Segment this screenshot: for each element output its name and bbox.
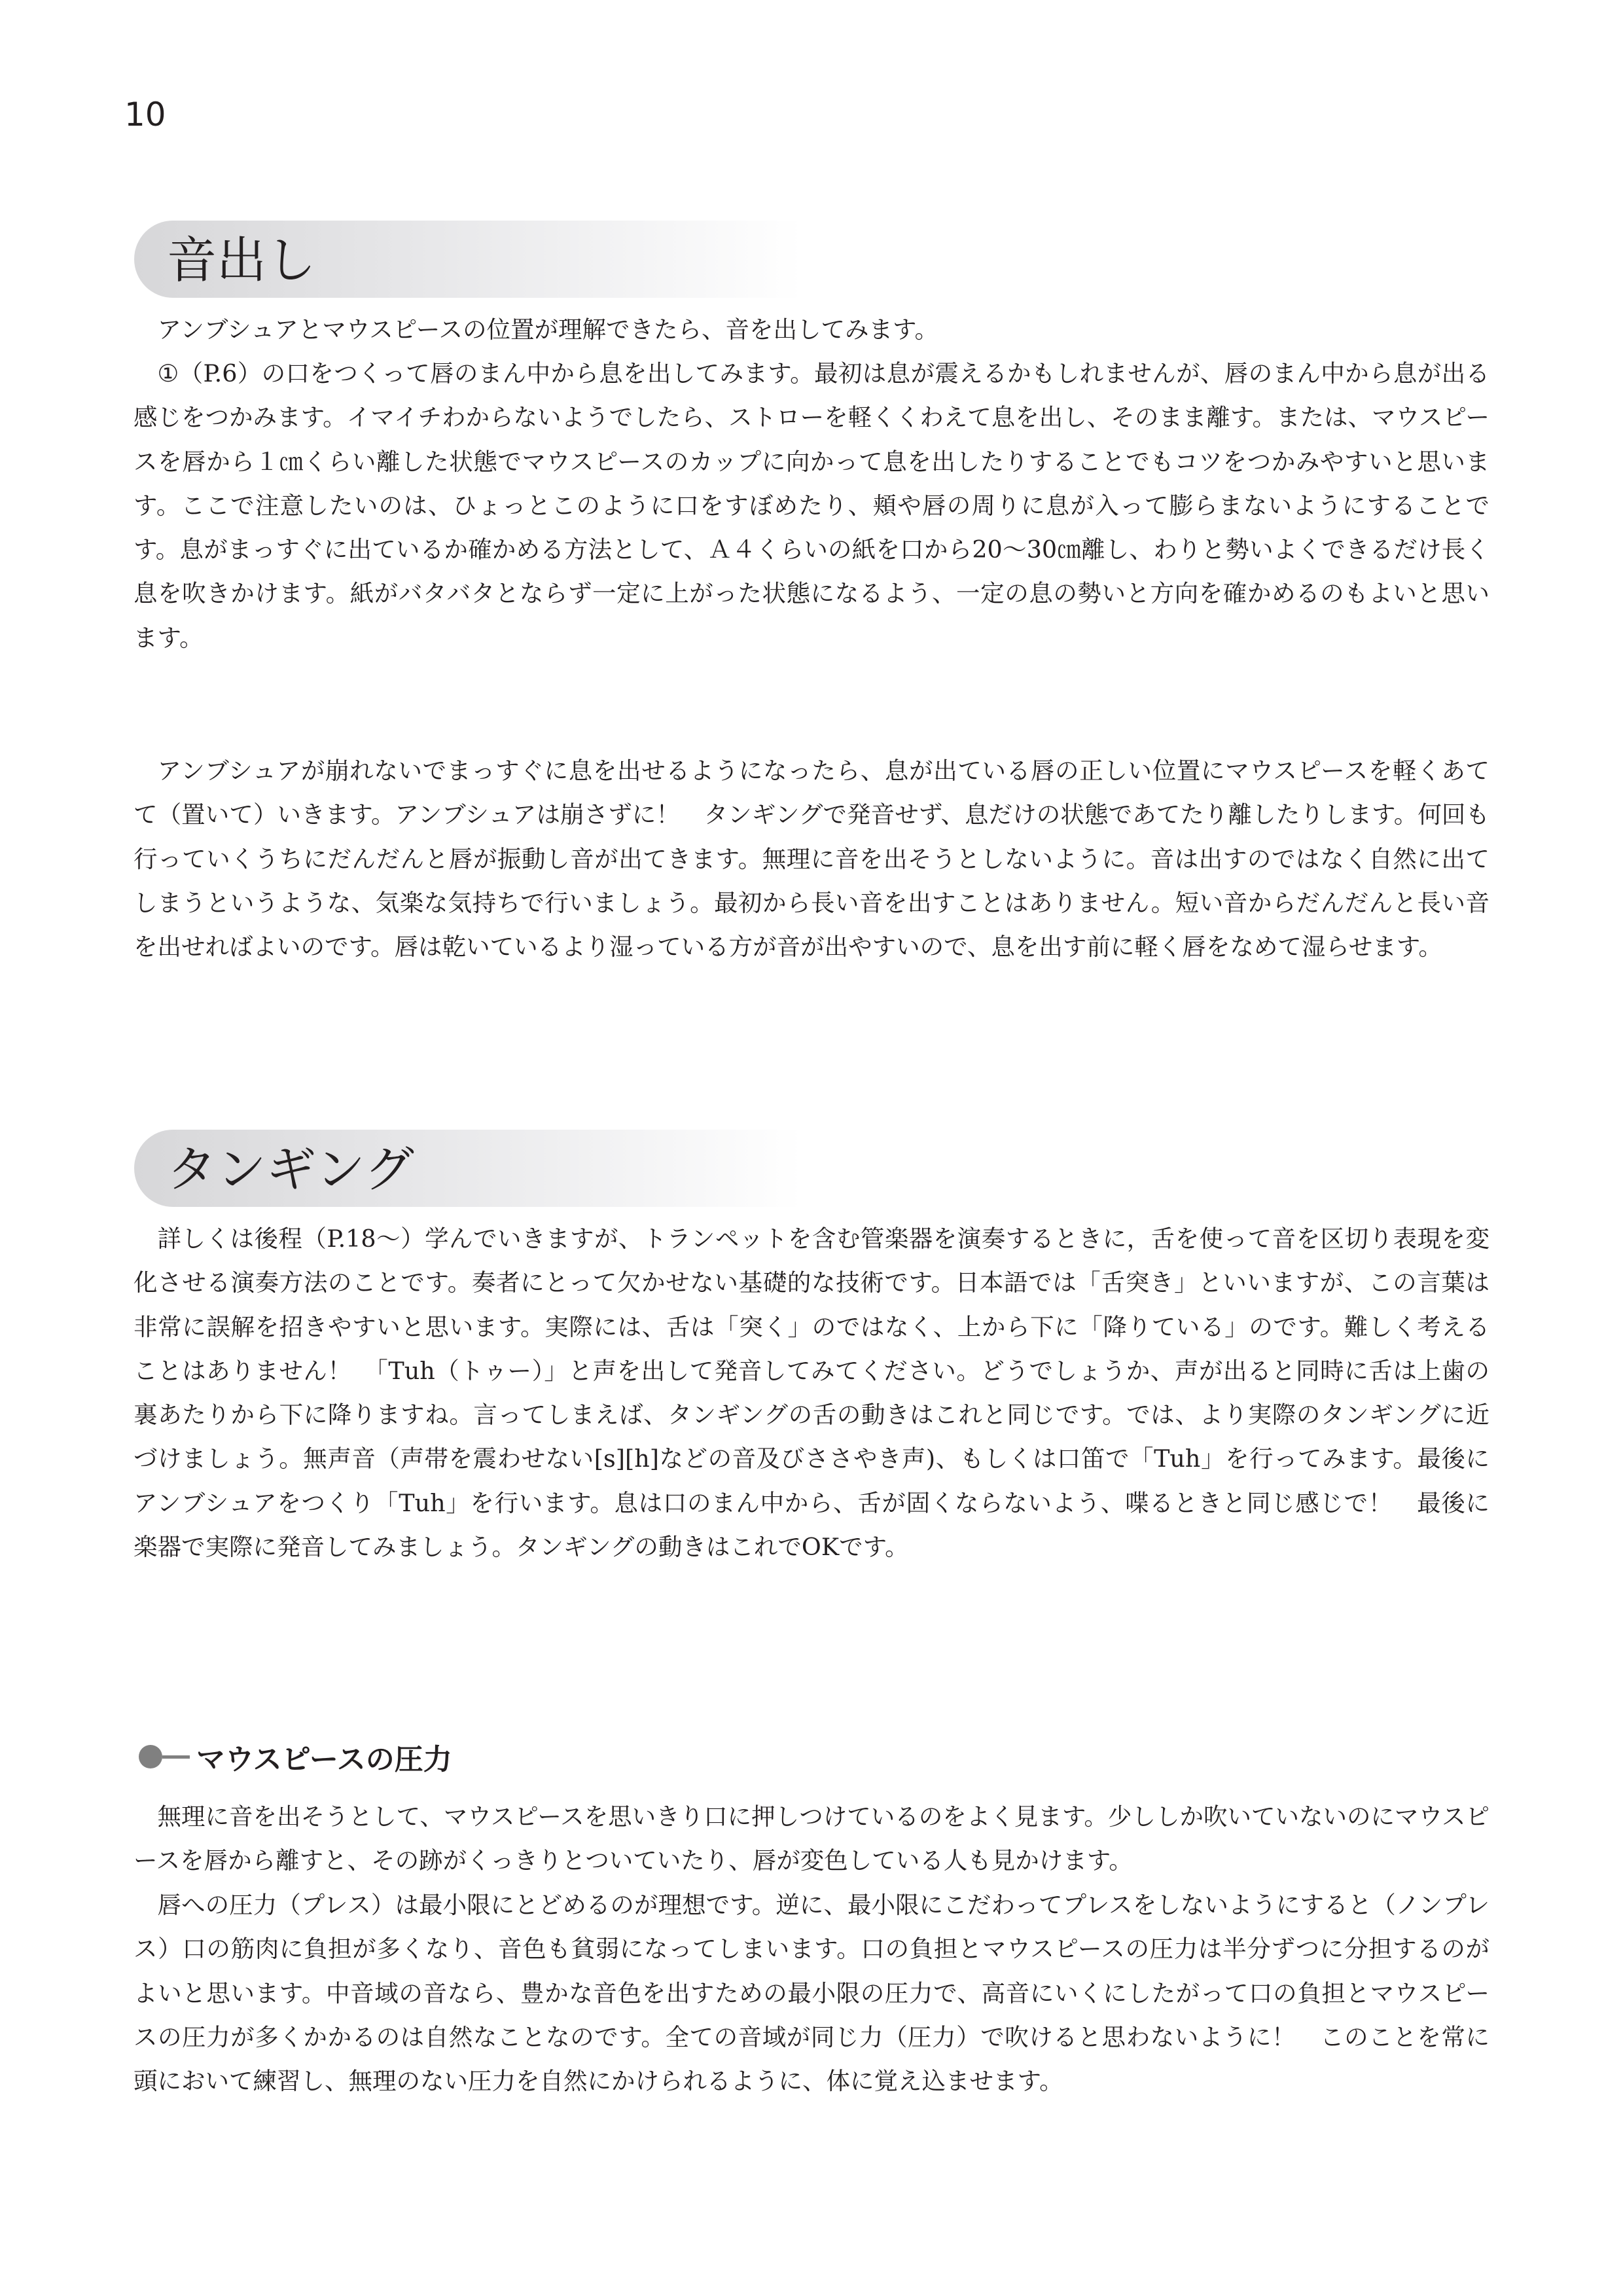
section-heading-otodashi: 音出し	[167, 231, 316, 289]
page-number: 10	[124, 96, 166, 134]
bullet-dot-icon	[139, 1745, 162, 1768]
paragraph-otodashi-breath: ①（P.6）の口をつくって唇のまん中から息を出してみます。最初は息が震えるかもしれませんが、唇のまん中から息が出る感じをつかみます。イマイチわからないようでしたら、ストローを軽くくわえて息を出し、そのまま離す。または、マウスピースを唇から１㎝くらい離した状態でマウスピースのカップに向かって息を出したりすることでもコツをつかみやすいと思います。ここで注意したいのは、ひょっとこのように口をすぼめたり、頬や唇の周りに息が入って膨らまないようにすることです。息がまっすぐに出ているか確かめる方法として、Ａ４くらいの紙を口から20～30㎝離し、わりと勢いよくできるだけ長く息を吹きかけます。紙がバタバタとならず一定に上がった状態になるよう、一定の息の勢いと方向を確かめるのもよいと思います。	[134, 359, 1489, 652]
paragraph-pressure-observation: 無理に音を出そうとして、マウスピースを思いきり口に押しつけているのをよく見ます。少ししか吹いていないのにマウスピースを唇から離すと、その跡がくっきりとついていたり、唇が変色している人も見かけます。	[134, 1803, 1489, 1875]
subheading-text: マウスピースの圧力	[196, 1743, 452, 1776]
paragraph-otodashi-mouthpiece: アンブシュアが崩れないでまっすぐに息を出せるようになったら、息が出ている唇の正しい位置にマウスピースを軽くあてて（置いて）いきます。アンブシュアは崩さずに！ タンギングで発音せず、息だけの状態であてたり離したりします。何回も行っていくうちにだんだんと唇が振動し音が出てきます。無理に音を出そうとしないように。音は出すのではなく自然に出てしまうというような、気楽な気持ちで行いましょう。最初から長い音を出すことはありません。短い音からだんだんと長い音を出せればよいのです。唇は乾いているより湿っている方が音が出やすいので、息を出す前に軽く唇をなめて湿らせます。	[134, 757, 1489, 961]
subheading-mouthpiece-pressure	[139, 1738, 452, 1775]
section-heading-tonguing: タンギング	[167, 1140, 414, 1198]
bullet-line-icon	[162, 1755, 190, 1759]
paragraph-otodashi-intro: アンブシュアとマウスピースの位置が理解できたら、音を出してみます。	[157, 315, 939, 344]
paragraph-tonguing: 詳しくは後程（P.18～）学んでいきますが、トランペットを含む管楽器を演奏するときに，舌を使って音を区切り表現を変化させる演奏方法のことです。奏者にとって欠かせない基礎的な技術です。日本語では「舌突き」といいますが、この言葉は非常に誤解を招きやすいと思います。実際には、舌は「突く」のではなく、上から下に「降りている」のです。難しく考えることはありません！ 「Tuh（トゥー）」と声を出して発音してみてください。どうでしょうか、声が出ると同時に舌は上歯の裏あたりから下に降りますね。言ってしまえば、タンギングの舌の動きはこれと同じです。では、より実際のタンギングに近づけましょう。無声音（声帯を震わせない[s][h]などの音及びささやき声)、もしくは口笛で「Tuh」を行ってみます。最後にアンブシュアをつくり「Tuh」を行います。息は口のまん中から、舌が固くならないよう、喋るときと同じ感じで！ 最後に楽器で実際に発音してみましょう。タンギングの動きはこれでOKです。	[134, 1225, 1489, 1562]
paragraph-pressure-ideal: 唇への圧力（プレス）は最小限にとどめるのが理想です。逆に、最小限にこだわってプレスをしないようにすると（ノンプレス）口の筋肉に負担が多くなり、音色も貧弱になってしまいます。口の負担とマウスピースの圧力は半分ずつに分担するのがよいと思います。中音域の音なら、豊かな音色を出すための最小限の圧力で、高音にいくにしたがって口の負担とマウスピースの圧力が多くかかるのは自然なことなのです。全ての音域が同じ力（圧力）で吹けると思わないように！ このことを常に頭において練習し、無理のない圧力を自然にかけられるように、体に覚え込ませます。	[134, 1891, 1489, 2096]
